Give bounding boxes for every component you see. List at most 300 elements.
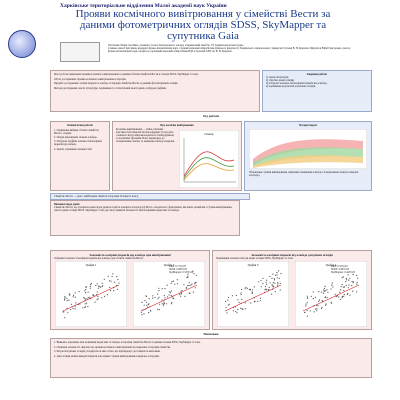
scatter-point <box>141 302 142 303</box>
scatter-point <box>97 283 98 284</box>
scatter-point <box>64 299 65 300</box>
scatter-point <box>342 296 343 297</box>
plot-label: Графік 4 <box>325 263 337 267</box>
scatter-point <box>307 296 308 297</box>
scatter-point <box>254 286 255 287</box>
legend-item: SkyMapper: 0.44±0.05 <box>331 271 355 275</box>
scatter-point <box>90 286 91 287</box>
scatter-point <box>189 293 190 294</box>
section-b-body: Порівняння залежностей для даних оглядів SDSS, SkyMapper та Gaia. <box>216 257 294 260</box>
scatter-point <box>93 294 94 295</box>
scatter-point <box>269 276 270 277</box>
scatter-point <box>73 296 74 297</box>
scatter-point <box>84 290 85 291</box>
scatter-point <box>90 284 91 285</box>
scatter-point <box>171 281 172 282</box>
scatter-point <box>167 285 168 286</box>
scatter-point <box>89 297 90 298</box>
scatter-point <box>245 287 246 288</box>
spectrum-chart-title: Спектр <box>204 132 214 136</box>
scatter-point <box>159 309 160 310</box>
scatter-point <box>356 275 357 276</box>
scatter-point <box>196 275 197 276</box>
scatter-point <box>276 272 277 273</box>
scatter-point <box>180 296 181 297</box>
section-a-title: Залежність колірних індексів від альбедо при вивітрюванні <box>89 253 171 257</box>
authors-line-2: Слинько Анна Григорівна, кандидат фізико-математичних наук, старший науковий співробітник фізичного факультету Харківського національного університету імені В. Н. Каразіна; Шкуратов Юрій Григорович, доктор фізико-математичних наук, професор, провідний науковий співробітник НДІ астрономії ХНУ ім. В. Н. Каразіна <box>108 47 351 54</box>
scatter-point <box>349 295 350 296</box>
intro-object: Об'єкт дослідження: прояви космічного вивітрювання астероїдів. <box>54 77 127 81</box>
scatter-point <box>241 299 242 300</box>
scatter-point <box>245 302 246 303</box>
scatter-point <box>146 296 147 297</box>
tasks-panel <box>262 70 372 112</box>
scatter-point <box>112 273 113 274</box>
scatter-point <box>352 291 353 292</box>
authors-block <box>108 44 358 53</box>
scatter-point <box>324 288 325 289</box>
scatter-point <box>141 312 142 313</box>
scatter-point <box>331 302 332 303</box>
scatter-point <box>330 288 331 289</box>
scatter-plot-3 <box>217 261 289 327</box>
scatter-point <box>310 310 311 311</box>
scatter-point <box>226 307 227 308</box>
scatter-point <box>109 280 110 281</box>
scatter-point <box>88 297 89 298</box>
scatter-point <box>75 292 76 293</box>
scatter-point <box>164 303 165 304</box>
scatter-point <box>171 295 172 296</box>
scatter-point <box>228 297 229 298</box>
scatter-point <box>64 298 65 299</box>
scatter-point <box>146 302 147 303</box>
scatter-point <box>266 284 267 285</box>
scatter-point <box>187 276 188 277</box>
scatter-point <box>348 284 349 285</box>
scatter-point <box>277 277 278 278</box>
models-title: Погоднi моделi <box>299 124 317 127</box>
scatter-plot-1 <box>55 261 127 327</box>
scatter-point <box>173 298 174 299</box>
scatter-point <box>317 305 318 306</box>
scatter-point <box>325 305 326 306</box>
scatter-point <box>274 278 275 279</box>
scatter-point <box>183 284 184 285</box>
scatter-point <box>73 308 74 309</box>
scatter-point <box>157 294 158 295</box>
scatter-point <box>280 273 281 274</box>
stages-title: Основні етапи роботи: <box>66 124 94 127</box>
scatter-point <box>271 294 272 295</box>
scatter-point <box>171 302 172 303</box>
scatter-point <box>311 296 312 297</box>
scatter-point <box>164 295 165 296</box>
scatter-point <box>117 279 118 280</box>
models-description: Збільшення ступеня вивітрювання спричиняє зменшення альбедо і почервоніння спектра поверхні астероїда. <box>249 171 359 178</box>
scatter-point <box>326 289 327 290</box>
scatter-point <box>327 292 328 293</box>
scatter-point <box>177 283 178 284</box>
data-conclusions-body: Сімейство Вести, що утворилося внаслідок ударної події на поверхні астероїда (4) Веста, складається з фрагментів, які мають різний вік і ступінь вивітрювання. Аналіз даних оглядів SDSS, SkyMapper і Gaia дає змогу виявити залежності між колірними індексами та альбедо. <box>54 206 233 213</box>
scatter-point <box>348 287 349 288</box>
task-item: 4) порівняння результатів для різних оглядів. <box>266 85 316 89</box>
scatter-point <box>98 286 99 287</box>
scatter-point <box>233 310 234 311</box>
scatter-point <box>174 284 175 285</box>
scatter-point <box>325 290 326 291</box>
scatter-point <box>113 290 114 291</box>
scatter-point <box>144 305 145 306</box>
scatter-point <box>252 291 253 292</box>
scatter-point <box>85 289 86 290</box>
scatter-point <box>262 278 263 279</box>
scatter-point <box>325 297 326 298</box>
scatter-point <box>143 313 144 314</box>
scatter-point <box>342 277 343 278</box>
scatter-point <box>262 283 263 284</box>
mananu-logo-icon <box>60 42 100 62</box>
spectrum-chart <box>179 130 239 188</box>
scatter-point <box>307 298 308 299</box>
scatter-point <box>270 282 271 283</box>
scatter-point <box>304 312 305 313</box>
scatter-point <box>245 288 246 289</box>
scatter-point <box>148 303 149 304</box>
scatter-point <box>95 285 96 286</box>
scatter-point <box>179 294 180 295</box>
scatter-point <box>307 302 308 303</box>
scatter-point <box>278 270 279 271</box>
scatter-point <box>271 278 272 279</box>
scatter-point <box>226 312 227 313</box>
scatter-point <box>235 311 236 312</box>
conclusion-item: 2. Отримані залежності свідчать про прояви космічного вивітрювання на поверхнях астероїдів сімейства. <box>54 345 171 349</box>
scatter-point <box>74 308 75 309</box>
scatter-point <box>98 288 99 289</box>
scatter-point <box>144 300 145 301</box>
intro-goal: Мета роботи: виявлення проявів космічного вивітрювання за даними об'єктів сімейства Вести в оглядах SDSS, SkyMapper та Gaia. <box>54 73 199 76</box>
scatter-point <box>64 317 65 318</box>
scatter-point <box>159 304 160 305</box>
scatter-point <box>316 308 317 309</box>
scatter-point <box>319 299 320 300</box>
scatter-point <box>157 298 158 299</box>
scatter-point <box>91 283 92 284</box>
scatter-point <box>347 294 348 295</box>
scatter-point <box>148 312 149 313</box>
conclusion-item: 4. Дані оглядів можна використовувати для оцінки ступеня вивітрювання поверхонь астероїдів. <box>54 354 160 358</box>
scatter-point <box>346 279 347 280</box>
scatter-point <box>73 295 74 296</box>
data-conclusions-panel <box>50 200 240 236</box>
scatter-point <box>149 298 150 299</box>
scatter-point <box>273 286 274 287</box>
scatter-point <box>266 280 267 281</box>
scatter-point <box>277 282 278 283</box>
scatter-point <box>322 300 323 301</box>
scatter-point <box>164 288 165 289</box>
scatter-point <box>240 308 241 309</box>
section-b-title: Залежність колірних індексів від альбедо для різних оглядів <box>251 253 333 257</box>
scatter-point <box>345 281 346 282</box>
scatter-point <box>97 291 98 292</box>
scatter-point <box>245 308 246 309</box>
scatter-point <box>67 300 68 301</box>
scatter-point <box>98 298 99 299</box>
task-item: 2) обробка даних оглядів; <box>266 79 295 83</box>
scatter-point <box>107 294 108 295</box>
stage-item: 1. Отримання вибірки об'єктів сімейства Вести з оглядів. <box>54 129 99 136</box>
scatter-point <box>228 305 229 306</box>
scatter-point <box>110 281 111 282</box>
scatter-point <box>274 279 275 280</box>
section-b-panel <box>212 250 372 330</box>
scatter-point <box>101 297 102 298</box>
scatter-point <box>321 292 322 293</box>
scatter-point <box>260 280 261 281</box>
scatter-point <box>316 310 317 311</box>
scatter-point <box>69 294 70 295</box>
scatter-point <box>344 294 345 295</box>
scatter-point <box>116 276 117 277</box>
logo-emblem-icon <box>8 30 36 58</box>
scatter-point <box>95 302 96 303</box>
scatter-point <box>261 286 262 287</box>
scatter-point <box>177 279 178 280</box>
scatter-point <box>237 309 238 310</box>
scatter-point <box>343 287 344 288</box>
models-panel <box>244 121 372 191</box>
scatter-point <box>338 296 339 297</box>
scatter-point <box>161 299 162 300</box>
intro-panel <box>50 70 260 112</box>
scatter-point <box>269 287 270 288</box>
scatter-point <box>241 289 242 290</box>
scatter-point <box>305 305 306 306</box>
scatter-point <box>181 290 182 291</box>
scatter-point <box>279 278 280 279</box>
intro-methods: Методи дослідження: аналіз літератури, порівняння та статистичний аналіз даних, побудова графіків. <box>54 86 167 90</box>
scatter-point <box>187 285 188 286</box>
scatter-point <box>325 286 326 287</box>
scatter-point <box>100 287 101 288</box>
scatter-point <box>117 289 118 290</box>
scatter-point <box>70 309 71 310</box>
scatter-point <box>84 307 85 308</box>
scatter-point <box>112 276 113 277</box>
scatter-point <box>169 294 170 295</box>
scatter-point <box>348 274 349 275</box>
stages-panel <box>50 121 110 191</box>
scatter-point <box>90 288 91 289</box>
scatter-point <box>162 288 163 289</box>
scatter-point <box>190 285 191 286</box>
scatter-point <box>75 297 76 298</box>
scatter-point <box>323 293 324 294</box>
scatter-point <box>171 303 172 304</box>
scatter-point <box>236 295 237 296</box>
scatter-point <box>155 297 156 298</box>
scatter-point <box>352 281 353 282</box>
scatter-point <box>348 280 349 281</box>
scatter-point <box>321 307 322 308</box>
plot-label: Графік 3 <box>247 263 259 267</box>
scatter-point <box>314 311 315 312</box>
intro-subject: Предмет дослідження: колірні індекси та альбедо астероїдів сімейства Вести за даними фотометричних оглядів. <box>54 82 179 86</box>
scatter-point <box>265 286 266 287</box>
scatter-point <box>167 296 168 297</box>
scatter-point <box>318 301 319 302</box>
scatter-point <box>236 312 237 313</box>
scatter-point <box>108 276 109 277</box>
scatter-point <box>229 304 230 305</box>
legend-item: Gaia: 0.71±0.03 <box>169 265 186 268</box>
scatter-point <box>83 297 84 298</box>
scatter-point <box>97 296 98 297</box>
scatter-point <box>353 282 354 283</box>
scatter-point <box>252 293 253 294</box>
scatter-point <box>110 290 111 291</box>
scatter-point <box>88 292 89 293</box>
scatter-point <box>82 307 83 308</box>
scatter-point <box>356 291 357 292</box>
scatter-point <box>118 283 119 284</box>
scatter-point <box>164 297 165 298</box>
family-band: Сімейство Вести — одне з найбільших сімейств астероїдів Головного поясу. <box>50 193 250 200</box>
scatter-point <box>275 291 276 292</box>
legend-item: SDSS: 0.68±0.05 <box>169 268 188 272</box>
legend-item: SDSS: 0.49±0.03 <box>331 268 350 272</box>
scatter-point <box>307 310 308 311</box>
organization-header: Харківське територіальне відділення Малої академії наук України <box>60 3 227 9</box>
scatter-point <box>349 278 350 279</box>
scatter-point <box>346 285 347 286</box>
data-conclusions-title: Висновки щодо даних <box>54 203 80 206</box>
scatter-point <box>343 296 344 297</box>
scatter-point <box>104 296 105 297</box>
scatter-point <box>66 298 67 299</box>
scatter-point <box>85 303 86 304</box>
scatter-point <box>97 299 98 300</box>
section-a-body: Отримані залежності колірних індексів від альбедо для об'єктів сімейства Вести. <box>54 257 144 260</box>
scatter-point <box>85 299 86 300</box>
weathering-panel <box>112 121 242 191</box>
scatter-point <box>86 303 87 304</box>
scatter-point <box>166 303 167 304</box>
conclusions-panel <box>50 338 372 378</box>
scatter-point <box>344 286 345 287</box>
scatter-point <box>191 284 192 285</box>
scatter-point <box>340 299 341 300</box>
scatter-point <box>157 309 158 310</box>
scatter-point <box>250 289 251 290</box>
scatter-point <box>68 300 69 301</box>
scatter-point <box>102 286 103 287</box>
scatter-point <box>227 300 228 301</box>
scatter-point <box>109 287 110 288</box>
scatter-point <box>326 303 327 304</box>
scatter-point <box>260 300 261 301</box>
scatter-point <box>275 275 276 276</box>
scatter-point <box>357 282 358 283</box>
scatter-point <box>335 294 336 295</box>
weathering-body: Космічне вивітрювання — зміна оптичних властивостей поверхні безатмосферних тіл під дією сонячного вітру, мікрометеоритного бомбардування та космічних променів. Воно призводить до почервоніння спектра та зниження альбедо поверхні. <box>116 128 175 144</box>
task-item: 1) аналіз літератури; <box>266 76 289 80</box>
plot-label: Графік 2 <box>163 263 175 267</box>
weathering-title: Про космічне вивітрювання <box>160 124 194 127</box>
scatter-point <box>196 282 197 283</box>
scatter-point <box>313 291 314 292</box>
scatter-point <box>239 302 240 303</box>
scatter-point <box>87 306 88 307</box>
scatter-point <box>307 316 308 317</box>
scatter-point <box>340 289 341 290</box>
scatter-point <box>250 302 251 303</box>
scatter-point <box>266 289 267 290</box>
scatter-point <box>75 302 76 303</box>
scatter-point <box>184 296 185 297</box>
models-chart <box>249 129 367 169</box>
stage-item: 3. Побудова графіків залежностей колірних індексів від альбедо. <box>54 140 102 147</box>
section-a-panel <box>50 250 210 330</box>
scatter-point <box>240 292 241 293</box>
scatter-point <box>318 291 319 292</box>
scatter-point <box>342 297 343 298</box>
scatter-point <box>280 289 281 290</box>
scatter-point <box>241 294 242 295</box>
scatter-point <box>150 310 151 311</box>
scatter-point <box>186 277 187 278</box>
scatter-point <box>189 282 190 283</box>
scatter-point <box>260 298 261 299</box>
scatter-point <box>158 297 159 298</box>
scatter-point <box>141 314 142 315</box>
scatter-point <box>341 286 342 287</box>
scatter-point <box>343 290 344 291</box>
legend-item: SkyMapper: 0.53±0.04 <box>169 271 193 275</box>
conclusions-title: Висновки <box>203 332 219 336</box>
poster-title: Прояви космічного вивітрювання у сімействі Вести за даними фотометричних оглядів SDSS, SkyMapper та супутника Gaia <box>75 8 331 42</box>
section-b-legend <box>331 265 371 274</box>
scatter-point <box>171 291 172 292</box>
task-item: 3) побудова залежностей колірних індексів від альбедо; <box>266 82 328 86</box>
scatter-point <box>266 282 267 283</box>
scatter-point <box>158 290 159 291</box>
section-progress-title: Хід роботи <box>202 114 220 118</box>
scatter-point <box>321 308 322 309</box>
scatter-point <box>169 291 170 292</box>
scatter-point <box>315 309 316 310</box>
scatter-point <box>104 279 105 280</box>
scatter-point <box>272 284 273 285</box>
scatter-point <box>342 284 343 285</box>
conclusion-item: 3. Результати різних оглядів узгоджуються між собою, що підтверджує достовірність висновків. <box>54 350 161 354</box>
scatter-point <box>323 289 324 290</box>
scatter-point <box>67 312 68 313</box>
scatter-point <box>71 304 72 305</box>
scatter-point <box>163 305 164 306</box>
scatter-point <box>332 286 333 287</box>
scatter-point <box>63 311 64 312</box>
scatter-point <box>171 283 172 284</box>
scatter-point <box>247 288 248 289</box>
scatter-point <box>195 287 196 288</box>
scatter-point <box>79 291 80 292</box>
scatter-point <box>274 283 275 284</box>
scatter-point <box>146 305 147 306</box>
scatter-point <box>257 301 258 302</box>
